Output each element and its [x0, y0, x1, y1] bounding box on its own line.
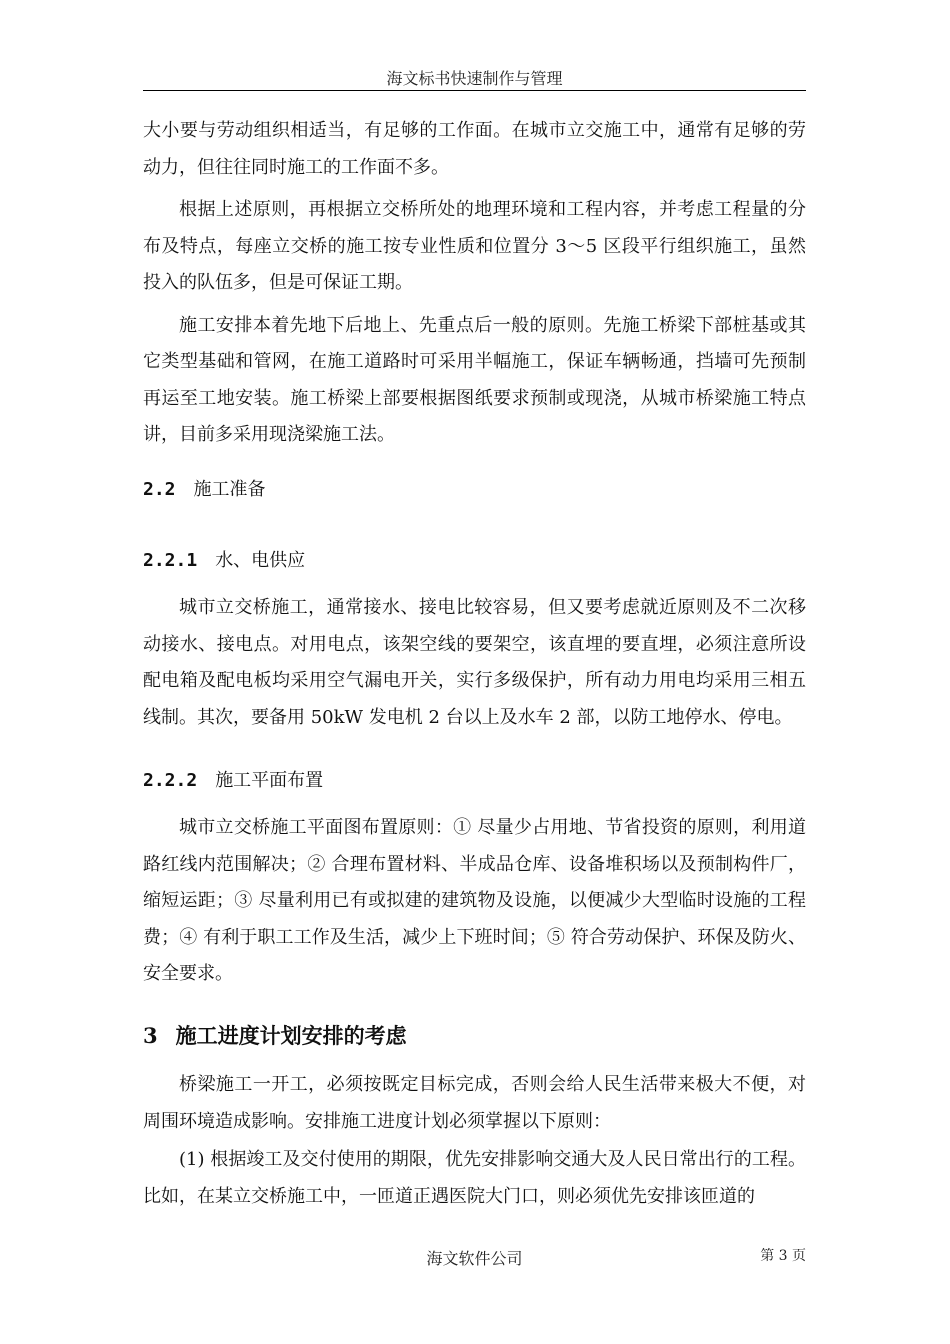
- paragraph-schedule-intro: 桥梁施工一开工，必须按既定目标完成，否则会给人民生活带来极大不便，对周围环境造成影响。安排施工进度计划必须掌握以下原则：: [143, 1074, 806, 1132]
- section-heading-2-2: [143, 475, 266, 501]
- section-number: 2.2.1: [143, 550, 198, 571]
- paragraph-water-power: 城市立交桥施工，通常接水、接电比较容易，但又要考虑就近原则及不二次移动接水、接电点。对用电点，该架空线的要架空，该直埋的要直埋，必须注意所设配电箱及配电板均采用空气漏电开关，实行多级保护，所有动力用电均采用三相五线制。其次，要备用 50kW 发电机 2 台以上及水车 2 部，以防工地停水、停电。: [143, 597, 806, 728]
- section-3-body: [143, 1067, 806, 1215]
- intro-paragraphs: [143, 113, 806, 454]
- section-title: 水、电供应: [215, 550, 306, 571]
- footer-page-number: 第 3 页: [760, 1248, 806, 1264]
- section-number: 2.2: [143, 479, 176, 500]
- paragraph-principles: 根据上述原则，再根据立交桥所处的地理环境和工程内容，并考虑工程量的分布及特点，每座立交桥的施工按专业性质和位置分 3～5 区段平行组织施工，虽然投入的队伍多，但是可保证工期。: [143, 199, 806, 293]
- paragraph-arrangement: 施工安排本着先地下后地上、先重点后一般的原则。先施工桥梁下部桩基或其它类型基础和管网，在施工道路时可采用半幅施工，保证车辆畅通，挡墙可先预制再运至工地安装。施工桥梁上部要根据图纸要求预制或现浇，从城市桥梁施工特点讲，目前多采用现浇梁施工法。: [143, 314, 806, 445]
- section-heading-3: [143, 1020, 407, 1050]
- footer-company: 海文软件公司: [426, 1249, 523, 1268]
- section-2-2-1-body: [143, 590, 806, 736]
- paragraph-continuation: 大小要与劳动组织相适当，有足够的工作面。在城市立交施工中，通常有足够的劳动力，但往往同时施工的工作面不多。: [143, 120, 806, 178]
- section-number: 2.2.2: [143, 770, 198, 791]
- header-divider: [143, 90, 806, 91]
- section-title: 施工进度计划安排的考虑: [175, 1023, 407, 1048]
- section-heading-2-2-2: [143, 766, 323, 792]
- section-number: 3: [143, 1023, 158, 1048]
- section-heading-2-2-1: [143, 546, 305, 572]
- paragraph-schedule-rule-1: (1) 根据竣工及交付使用的期限，优先安排影响交通大及人民日常出行的工程。比如，在某立交桥施工中，一匝道正遇医院大门口，则必须优先安排该匝道的: [143, 1149, 806, 1207]
- paragraph-site-layout: 城市立交桥施工平面图布置原则：① 尽量少占用地、节省投资的原则，利用道路红线内范围解决；② 合理布置材料、半成品仓库、设备堆积场以及预制构件厂，缩短运距；③ 尽量利用已有或拟建的建筑物及设施，以便减少大型临时设施的工程费；④ 有利于职工工作及生活，减少上下班时间；⑤ 符合劳动保护、环保及防火、安全要求。: [143, 817, 806, 984]
- page-header-title: 海文标书快速制作与管理: [386, 69, 563, 88]
- section-title: 施工准备: [193, 479, 266, 500]
- section-title: 施工平面布置: [215, 770, 324, 791]
- section-2-2-2-body: [143, 810, 806, 993]
